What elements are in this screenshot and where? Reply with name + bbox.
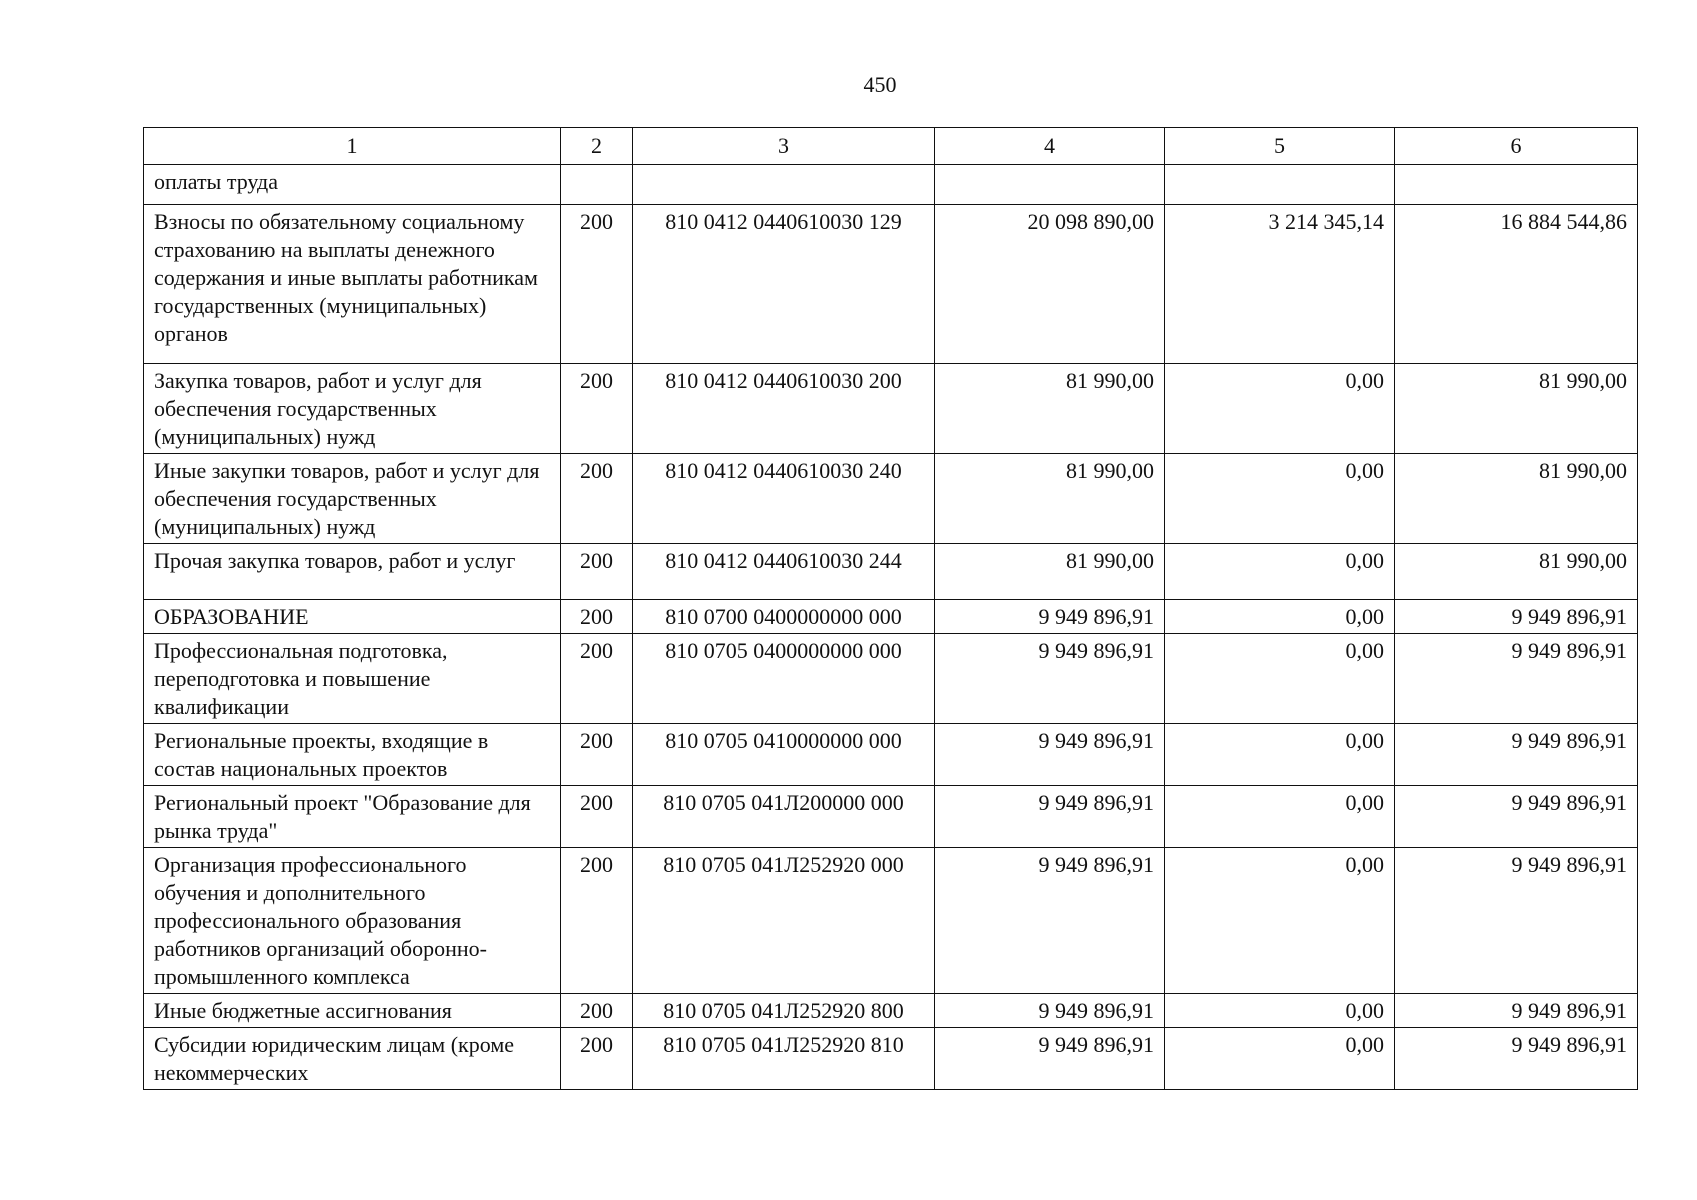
table-row: [144, 454, 1638, 544]
row-col5-value: 3 214 345,14: [1165, 205, 1395, 364]
table-row: [144, 544, 1638, 600]
row-code-cell: 200: [561, 600, 633, 634]
row-code-cell: 200: [561, 454, 633, 544]
row-col4-value: 20 098 890,00: [935, 205, 1165, 364]
row-code-cell: 200: [561, 1028, 633, 1090]
row-col4-value: 9 949 896,91: [935, 600, 1165, 634]
row-code-cell: 200: [561, 848, 633, 994]
column-header: 6: [1395, 128, 1638, 165]
row-col6-value: 81 990,00: [1395, 364, 1638, 454]
row-col5-value: 0,00: [1165, 544, 1395, 600]
row-col5-value: 0,00: [1165, 600, 1395, 634]
row-col6-value: 9 949 896,91: [1395, 600, 1638, 634]
row-col5-value: 0,00: [1165, 364, 1395, 454]
row-col4-value: 9 949 896,91: [935, 994, 1165, 1028]
table-row: [144, 165, 1638, 205]
row-kbk-cell: 810 0412 0440610030 129: [633, 205, 935, 364]
row-col4-value: 9 949 896,91: [935, 724, 1165, 786]
page-number: 450: [863, 72, 897, 97]
row-col6-value: 81 990,00: [1395, 454, 1638, 544]
row-col5-value: 0,00: [1165, 786, 1395, 848]
row-name-cell: ОБРАЗОВАНИЕ: [144, 600, 561, 634]
row-col4-value: [935, 165, 1165, 205]
row-col6-value: 9 949 896,91: [1395, 1028, 1638, 1090]
table-row: [144, 1028, 1638, 1090]
row-code-cell: [561, 165, 633, 205]
table-row: [144, 786, 1638, 848]
column-header: 1: [144, 128, 561, 165]
column-header: 4: [935, 128, 1165, 165]
row-code-cell: 200: [561, 544, 633, 600]
budget-table: [143, 127, 1638, 1090]
row-col5-value: 0,00: [1165, 848, 1395, 994]
row-name-cell: Иные бюджетные ассигнования: [144, 994, 561, 1028]
row-col4-value: 9 949 896,91: [935, 1028, 1165, 1090]
row-col4-value: 9 949 896,91: [935, 848, 1165, 994]
column-header: 3: [633, 128, 935, 165]
header-row: [144, 128, 1638, 165]
table-row: [144, 205, 1638, 364]
row-name-cell: Прочая закупка товаров, работ и услуг: [144, 544, 561, 600]
row-col4-value: 81 990,00: [935, 544, 1165, 600]
table-row: [144, 634, 1638, 724]
row-col5-value: 0,00: [1165, 1028, 1395, 1090]
table-row: [144, 600, 1638, 634]
table-row: [144, 848, 1638, 994]
row-col6-value: 9 949 896,91: [1395, 724, 1638, 786]
row-code-cell: 200: [561, 994, 633, 1028]
row-col5-value: 0,00: [1165, 634, 1395, 724]
row-col6-value: [1395, 165, 1638, 205]
row-col5-value: 0,00: [1165, 724, 1395, 786]
row-name-cell: Иные закупки товаров, работ и услуг для обеспечения государственных (муниципальных) нужд: [144, 454, 561, 544]
row-name-cell: Субсидии юридическим лицам (кроме некоммерческих: [144, 1028, 561, 1090]
row-col5-value: 0,00: [1165, 994, 1395, 1028]
row-kbk-cell: 810 0705 0400000000 000: [633, 634, 935, 724]
row-col6-value: 9 949 896,91: [1395, 634, 1638, 724]
table-row: [144, 364, 1638, 454]
row-kbk-cell: 810 0705 041Л252920 810: [633, 1028, 935, 1090]
row-name-cell: Профессиональная подготовка, переподготовка и повышение квалификации: [144, 634, 561, 724]
column-header: 2: [561, 128, 633, 165]
row-code-cell: 200: [561, 786, 633, 848]
row-code-cell: 200: [561, 205, 633, 364]
row-col6-value: 16 884 544,86: [1395, 205, 1638, 364]
row-name-cell: Региональный проект "Образование для рынка труда": [144, 786, 561, 848]
row-name-cell: Организация профессионального обучения и дополнительного профессионального образования работников организаций оборонно-промышленного комплекса: [144, 848, 561, 994]
row-col6-value: 9 949 896,91: [1395, 994, 1638, 1028]
row-kbk-cell: [633, 165, 935, 205]
row-code-cell: 200: [561, 364, 633, 454]
row-name-cell: Взносы по обязательному социальному страхованию на выплаты денежного содержания и иные выплаты работникам государственных (муниципальных) органов: [144, 205, 561, 364]
table-body: [144, 165, 1638, 1090]
row-name-cell: Закупка товаров, работ и услуг для обеспечения государственных (муниципальных) нужд: [144, 364, 561, 454]
row-col5-value: [1165, 165, 1395, 205]
row-name-cell: оплаты труда: [144, 165, 561, 205]
row-kbk-cell: 810 0412 0440610030 200: [633, 364, 935, 454]
row-kbk-cell: 810 0700 0400000000 000: [633, 600, 935, 634]
table-row: [144, 724, 1638, 786]
row-col5-value: 0,00: [1165, 454, 1395, 544]
row-kbk-cell: 810 0705 0410000000 000: [633, 724, 935, 786]
row-col4-value: 9 949 896,91: [935, 634, 1165, 724]
row-kbk-cell: 810 0705 041Л252920 800: [633, 994, 935, 1028]
row-kbk-cell: 810 0412 0440610030 240: [633, 454, 935, 544]
row-kbk-cell: 810 0412 0440610030 244: [633, 544, 935, 600]
table-row: [144, 994, 1638, 1028]
row-kbk-cell: 810 0705 041Л200000 000: [633, 786, 935, 848]
row-kbk-cell: 810 0705 041Л252920 000: [633, 848, 935, 994]
row-col6-value: 9 949 896,91: [1395, 848, 1638, 994]
row-col6-value: 9 949 896,91: [1395, 786, 1638, 848]
row-code-cell: 200: [561, 724, 633, 786]
row-col4-value: 9 949 896,91: [935, 786, 1165, 848]
row-col6-value: 81 990,00: [1395, 544, 1638, 600]
table-header: [144, 128, 1638, 165]
row-name-cell: Региональные проекты, входящие в состав национальных проектов: [144, 724, 561, 786]
column-header: 5: [1165, 128, 1395, 165]
row-col4-value: 81 990,00: [935, 454, 1165, 544]
row-col4-value: 81 990,00: [935, 364, 1165, 454]
row-code-cell: 200: [561, 634, 633, 724]
